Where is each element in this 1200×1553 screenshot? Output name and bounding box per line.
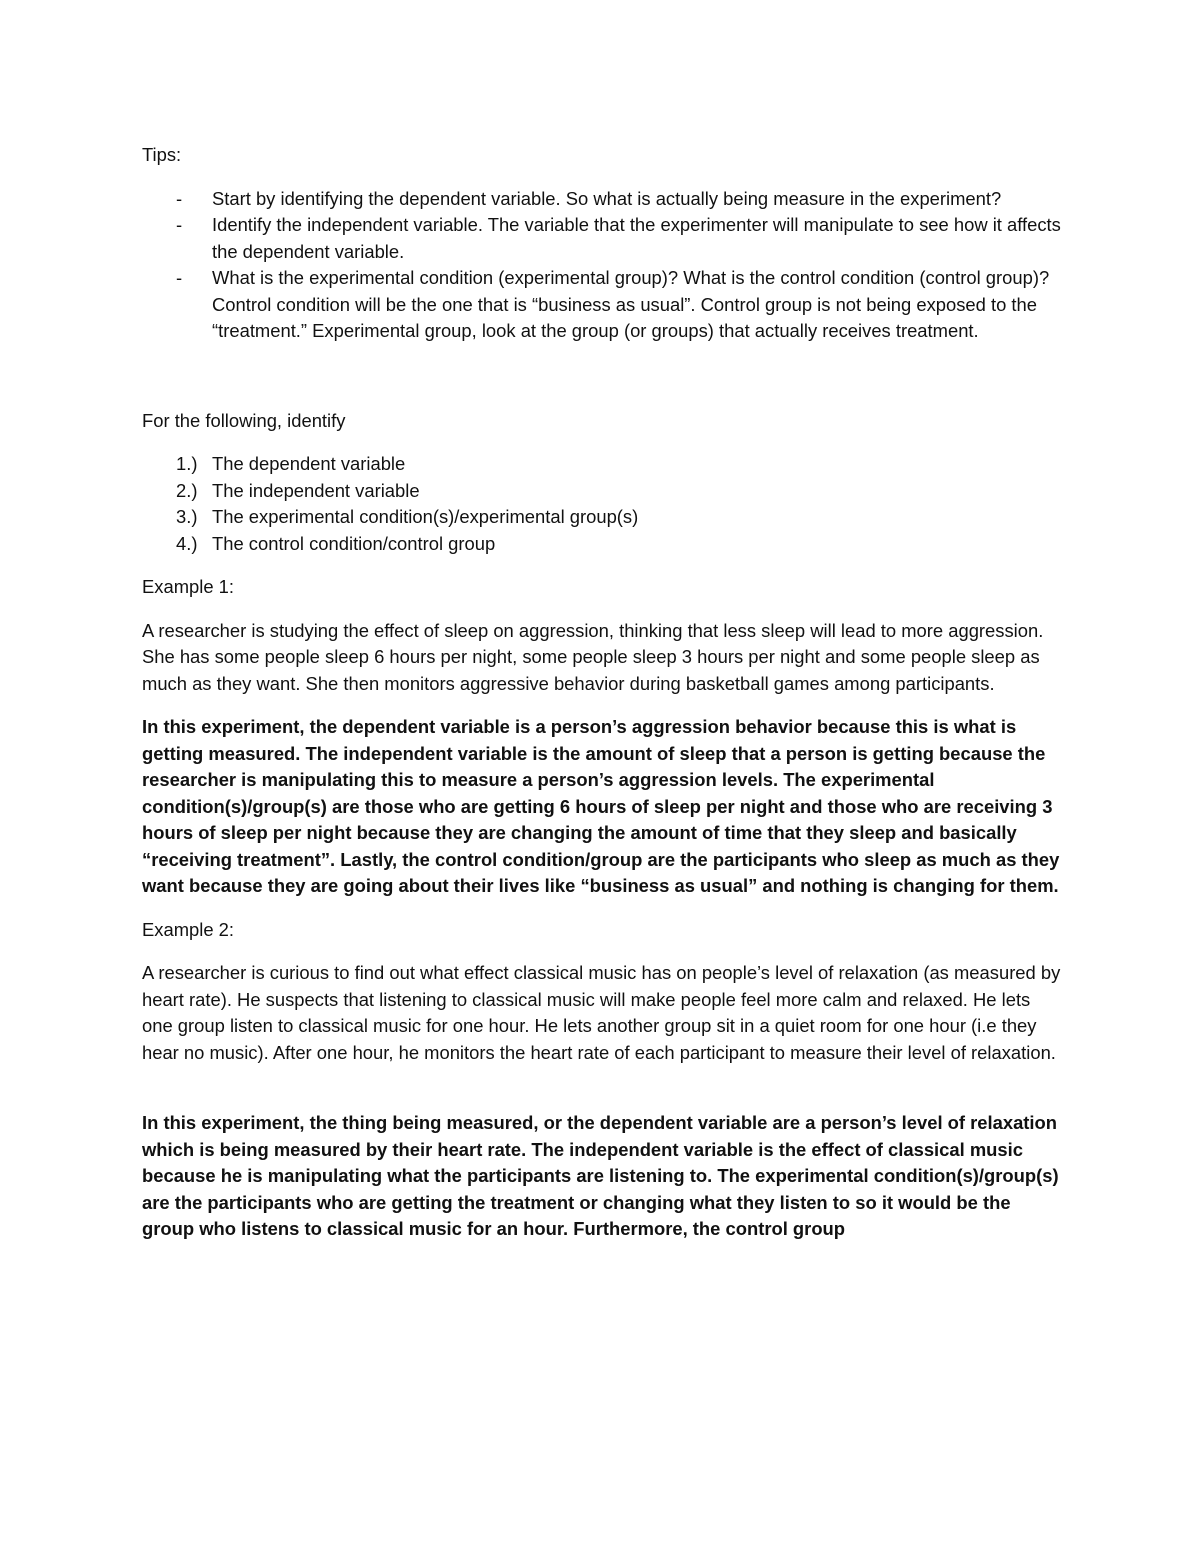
example1-prompt: A researcher is studying the effect of sleep on aggression, thinking that less sleep will lead to more aggression. She has some people sleep 6 hours per night, some people sleep 3 hours per night and some people sleep as much as they want. She then monitors aggressive behavior during basketball games among participants. (142, 619, 1044, 694)
tips-item-text: Identify the independent variable. The variable that the experimenter will manipulate to see how it affects the dependent variable. (212, 214, 1061, 262)
example2-prompt: A researcher is curious to find out what effect classical music has on people’s level of relaxation (as measured by heart rate). He suspects that listening to classical music will make people feel more calm and relaxed. He lets one group listen to classical music for one hour. He lets another group sit in a quiet room for one hour (i.e they hear no music). After one hour, he monitors the heart rate of each participant to measure their level of relaxation. (142, 962, 1061, 1063)
item-text: The experimental condition(s)/experimental group(s) (212, 506, 639, 527)
item-text: The independent variable (212, 479, 420, 501)
example2-answer: In this experiment, the thing being measured, or the dependent variable are a person’s level of relaxation which is being measured by their heart rate. The independent variable is the effect of classical music because he is manipulating what the participants are listening to. The experimental condition(s)/group(s) are the participants who are getting the treatment or changing what they listen to so it would be the group who listens to classical music for an hour. Furthermore, the control group (142, 1112, 1059, 1239)
item-number: 1.) (176, 453, 198, 474)
identify-item (142, 531, 1062, 558)
item-number: 2.) (176, 479, 198, 501)
item-number: 3.) (176, 506, 198, 527)
tips-list (142, 186, 1062, 345)
bullet-dash: - (176, 187, 183, 209)
example1-answer: In this experiment, the dependent variable is a person’s aggression behavior because this is what is getting measured. The independent variable is the amount of sleep that a person is getting because the researcher is manipulating this to measure a person’s aggression levels. The experimental condition(s)/group(s) are those who are getting 6 hours of sleep per night and those who are receiving 3 hours of sleep per night because they are changing the amount of time that they sleep and basically “receiving treatment”. Lastly, the control condition/group are the participants who sleep as much as they want because they are going about their lives like “business as usual” and nothing is changing for them. (142, 716, 1060, 896)
item-text: The dependent variable (212, 453, 406, 474)
bullet-dash: - (176, 267, 183, 288)
identify-list (142, 451, 1062, 557)
example2-heading: Example 2: (142, 918, 234, 940)
tips-item (142, 265, 1062, 345)
tips-item-text: Start by identifying the dependent variable. So what is actually being measure in the experiment? (212, 187, 1002, 209)
tips-item (142, 212, 1062, 265)
tips-item (142, 186, 1062, 213)
item-text: The control condition/control group (212, 532, 496, 554)
example1-heading: Example 1: (142, 576, 234, 597)
identify-item (142, 478, 1062, 505)
document-page (142, 142, 1062, 1243)
item-number: 4.) (176, 532, 198, 554)
identify-intro: For the following, identify (142, 409, 346, 431)
bullet-dash: - (176, 214, 183, 235)
identify-item (142, 451, 1062, 478)
tips-item-text: What is the experimental condition (experimental group)? What is the control condition (control group)? Control condition will be the one that is “business as usual”. Control group is not being exposed to the “treatment.” Experimental group, look at the group (or groups) that actually receives treatment. (212, 267, 1050, 341)
identify-item (142, 504, 1062, 531)
tips-label: Tips: (142, 144, 182, 165)
